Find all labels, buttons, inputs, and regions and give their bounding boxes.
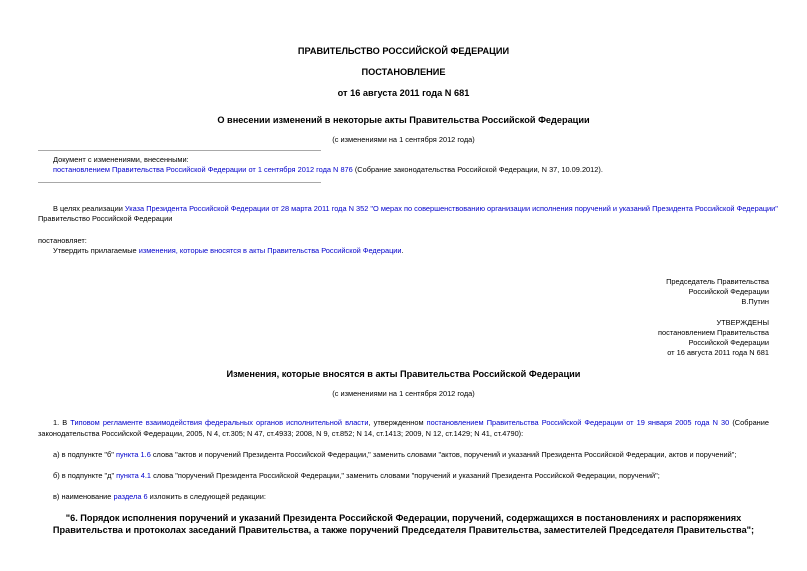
document-date-number: от 16 августа 2011 года N 681	[337, 88, 470, 98]
signature-position: Председатель Правительства	[666, 277, 769, 286]
signature-country: Российской Федерации	[688, 287, 769, 296]
clause-4-1-link[interactable]: пункта 4.1	[116, 471, 152, 480]
approve-prefix: Утвердить прилагаемые	[53, 246, 139, 255]
approved-by: постановлением Правительства	[658, 328, 769, 337]
document-title: О внесении изменений в некоторые акты Правительства Российской Федерации	[217, 115, 590, 125]
amendment-source-text: (Собрание законодательства Российской Федерации, N 37, 10.09.2012).	[352, 165, 603, 174]
section-6-new-title: "6. Порядок исполнения поручений и указаний Президента Российской Федерации, поручений, содержащихся в постановлениях и распоряжениях Правительства и протоколах заседаний Правительства, а также поручений Председателя Правительства, заместителей Председателя Правительства";	[52, 513, 755, 535]
clause-1-6-link[interactable]: пункта 1.6	[115, 450, 151, 459]
signature-name: В.Путин	[741, 297, 769, 306]
change-item-1: 1. В Типовом регламенте взаимодействия федеральных органов исполнительной власти, утвержденном постановлением Правительства Российской Федерации от 19 января 2005 года N 30 (Собрание законодательства Российской Федерации, 2005, N 4, ст.305; N 47, ст.4933; 2008, N 9, ст.852; N 14, ст.1413; 2009, N 12, ст.1429; N 41, ст.4790):	[38, 418, 770, 438]
amendment-decree-link[interactable]: постановлением Правительства Российской Федерации от 1 сентября 2012 года N 876	[53, 165, 353, 174]
document-type-heading: ПОСТАНОВЛЕНИЕ	[361, 67, 446, 77]
change-subitem-b: б) в подпункте "д" пункта 4.1 слова "поручений Президента Российской Федерации," заменить словами "поручений и указаний Президента Российской Федерации, поручений";	[53, 471, 660, 480]
amendments-bottom-rule	[38, 182, 321, 183]
preamble-prefix: В целях реализации	[53, 204, 125, 213]
resolution-30-link[interactable]: постановлением Правительства Российской Федерации от 19 января 2005 года N 30	[426, 418, 730, 427]
preamble-government: Правительство Российской Федерации	[38, 214, 173, 223]
decides-text: постановляет:	[38, 236, 87, 245]
change-subitem-a: а) в подпункте "б" пункта 1.6 слова "актов и поручений Президента Российской Федерации," заменить словами "актов, поручений и указаний Президента Российской Федерации, актов и поручений";	[53, 450, 737, 459]
preamble-line	[53, 204, 778, 215]
approved-country: Российской Федерации	[688, 338, 769, 347]
changes-link[interactable]: изменения, которые вносятся в акты Правительства Российской Федерации	[138, 246, 402, 255]
revision-note: (с изменениями на 1 сентября 2012 года)	[332, 135, 475, 144]
approve-line	[53, 246, 404, 257]
changes-title: Изменения, которые вносятся в акты Правительства Российской Федерации	[226, 369, 581, 379]
model-regulation-link[interactable]: Типовом регламенте взаимодействия федеральных органов исполнительной власти	[70, 418, 369, 427]
amendments-top-rule	[38, 150, 321, 151]
presidential-decree-link[interactable]: Указа Президента Российской Федерации от 28 марта 2011 года N 352 "О мерах по совершенствованию организации исполнения поручений и указаний Президента Российской Федерации"	[124, 204, 778, 213]
approve-suffix: .	[401, 246, 404, 255]
amendments-heading: Документ с изменениями, внесенными:	[53, 155, 189, 164]
changes-revision-note: (с изменениями на 1 сентября 2012 года)	[332, 389, 475, 398]
amendments-entry	[53, 165, 603, 176]
approved-heading: УТВЕРЖДЕНЫ	[716, 318, 769, 327]
government-heading: ПРАВИТЕЛЬСТВО РОССИЙСКОЙ ФЕДЕРАЦИИ	[297, 46, 510, 56]
section-6-link[interactable]: раздела 6	[113, 492, 148, 501]
approved-date: от 16 августа 2011 года N 681	[667, 348, 769, 357]
change-subitem-v: в) наименование раздела 6 изложить в следующей редакции:	[53, 492, 266, 501]
